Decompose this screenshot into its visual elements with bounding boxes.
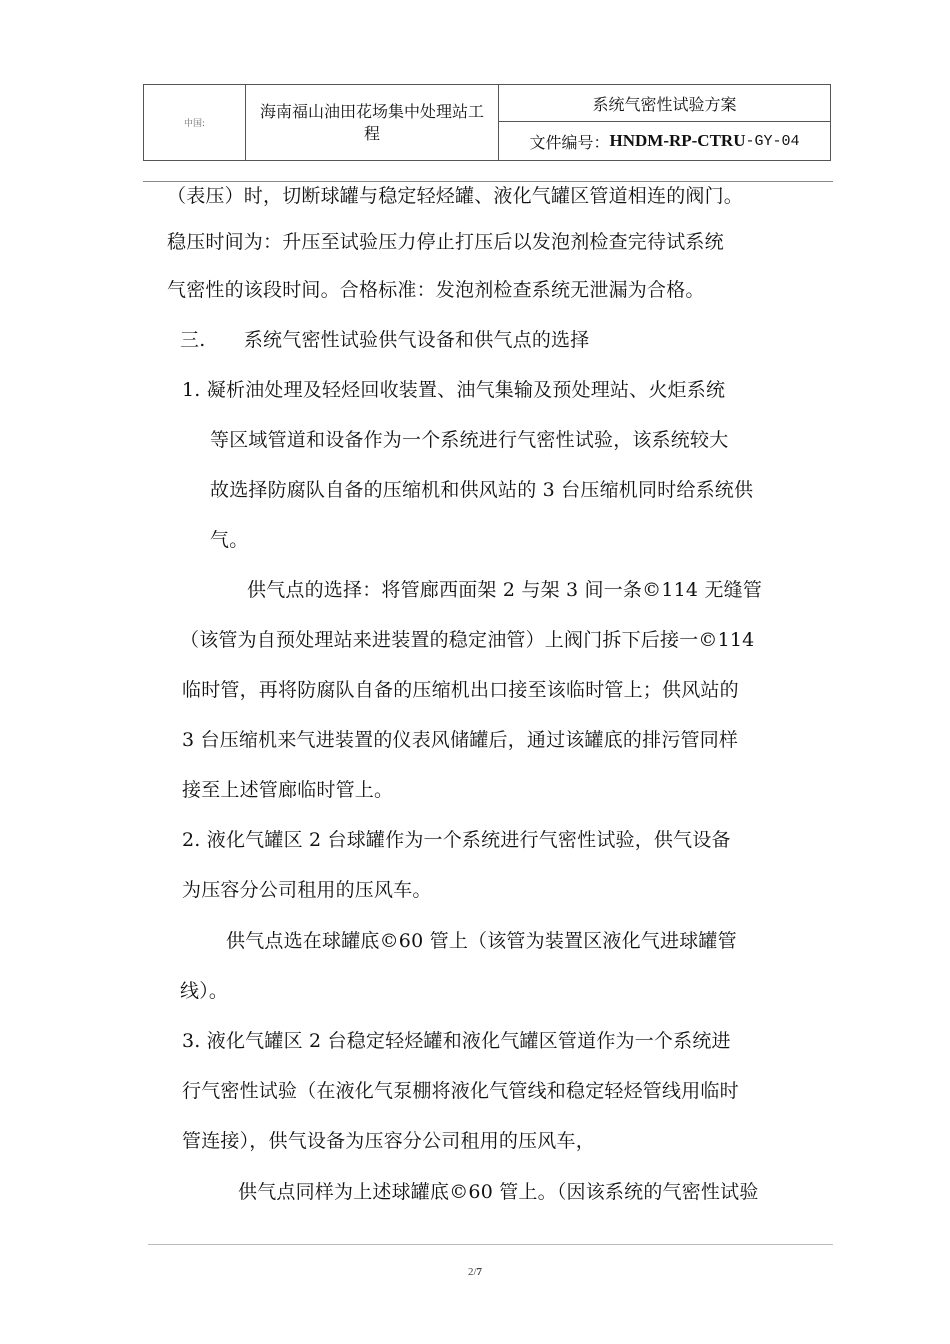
list-item-1: 1. 凝析油处理及轻烃回收装置、油气集输及预处理站、火炬系统 [182,379,726,401]
body-line: 故选择防腐队自备的压缩机和供风站的 3 台压缩机同时给系统供 [210,479,754,501]
body-line: 3 台压缩机来气进装置的仪表风储罐后，通过该罐底的排污管同样 [182,729,739,751]
document-number-suffix: -GY-04 [745,132,800,150]
body-line: 供气点选在球罐底©60 管上（该管为装置区液化气进球罐管 [226,930,737,952]
body-line: 气。 [210,529,249,551]
body-line: （表压）时，切断球罐与稳定轻烃罐、液化气罐区管道相连的阀门。 [167,185,744,207]
page-current: 2/ [467,1266,477,1278]
document-title: 系统气密性试验方案 [499,85,830,122]
list-item-2: 2. 液化气罐区 2 台球罐作为一个系统进行气密性试验，供气设备 [182,829,731,851]
body-line: 管连接），供气设备为压容分公司租用的压风车， [182,1130,595,1152]
company-name: 中国: [144,85,246,160]
document-number-label: 文件编号： [529,132,610,152]
body-line: 稳压时间为：升压至试验压力停止打压后以发泡剂检查完待试系统 [167,231,724,253]
body-line: 供气点的选择：将管廊西面架 2 与架 3 间一条©114 无缝管 [247,579,763,601]
page-number [0,1266,950,1278]
document-header-table [143,84,831,161]
document-number [499,122,830,160]
list-item-3: 3. 液化气罐区 2 台稳定轻烃罐和液化气罐区管道作为一个系统进 [182,1030,731,1052]
body-line: 气密性的该段时间。合格标准：发泡剂检查系统无泄漏为合格。 [167,279,705,301]
body-line: 线）。 [180,980,229,1002]
body-line: 行气密性试验（在液化气泵棚将液化气管线和稳定轻烃管线用临时 [182,1080,739,1102]
section-heading: 三. 系统气密性试验供气设备和供气点的选择 [180,329,590,351]
page-total: 7 [476,1266,483,1278]
body-line: 临时管，再将防腐队自备的压缩机出口接至该临时管上；供风站的 [182,679,739,701]
body-line: 供气点同样为上述球罐底©60 管上。（因该系统的气密性试验 [238,1181,759,1203]
body-line: 接至上述管廊临时管上。 [182,779,394,801]
body-line: 等区域管道和设备作为一个系统进行气密性试验，该系统较大 [210,429,729,451]
footer-divider [148,1244,833,1245]
document-number-code: HNDM-RP-CTRU [609,131,746,150]
body-line: 为压容分公司租用的压风车。 [182,879,432,901]
project-name: 海南福山油田花场集中处理站工程 [246,85,499,160]
body-line: （该管为自预处理站来进装置的稳定油管）上阀门拆下后接一©114 [180,629,755,651]
